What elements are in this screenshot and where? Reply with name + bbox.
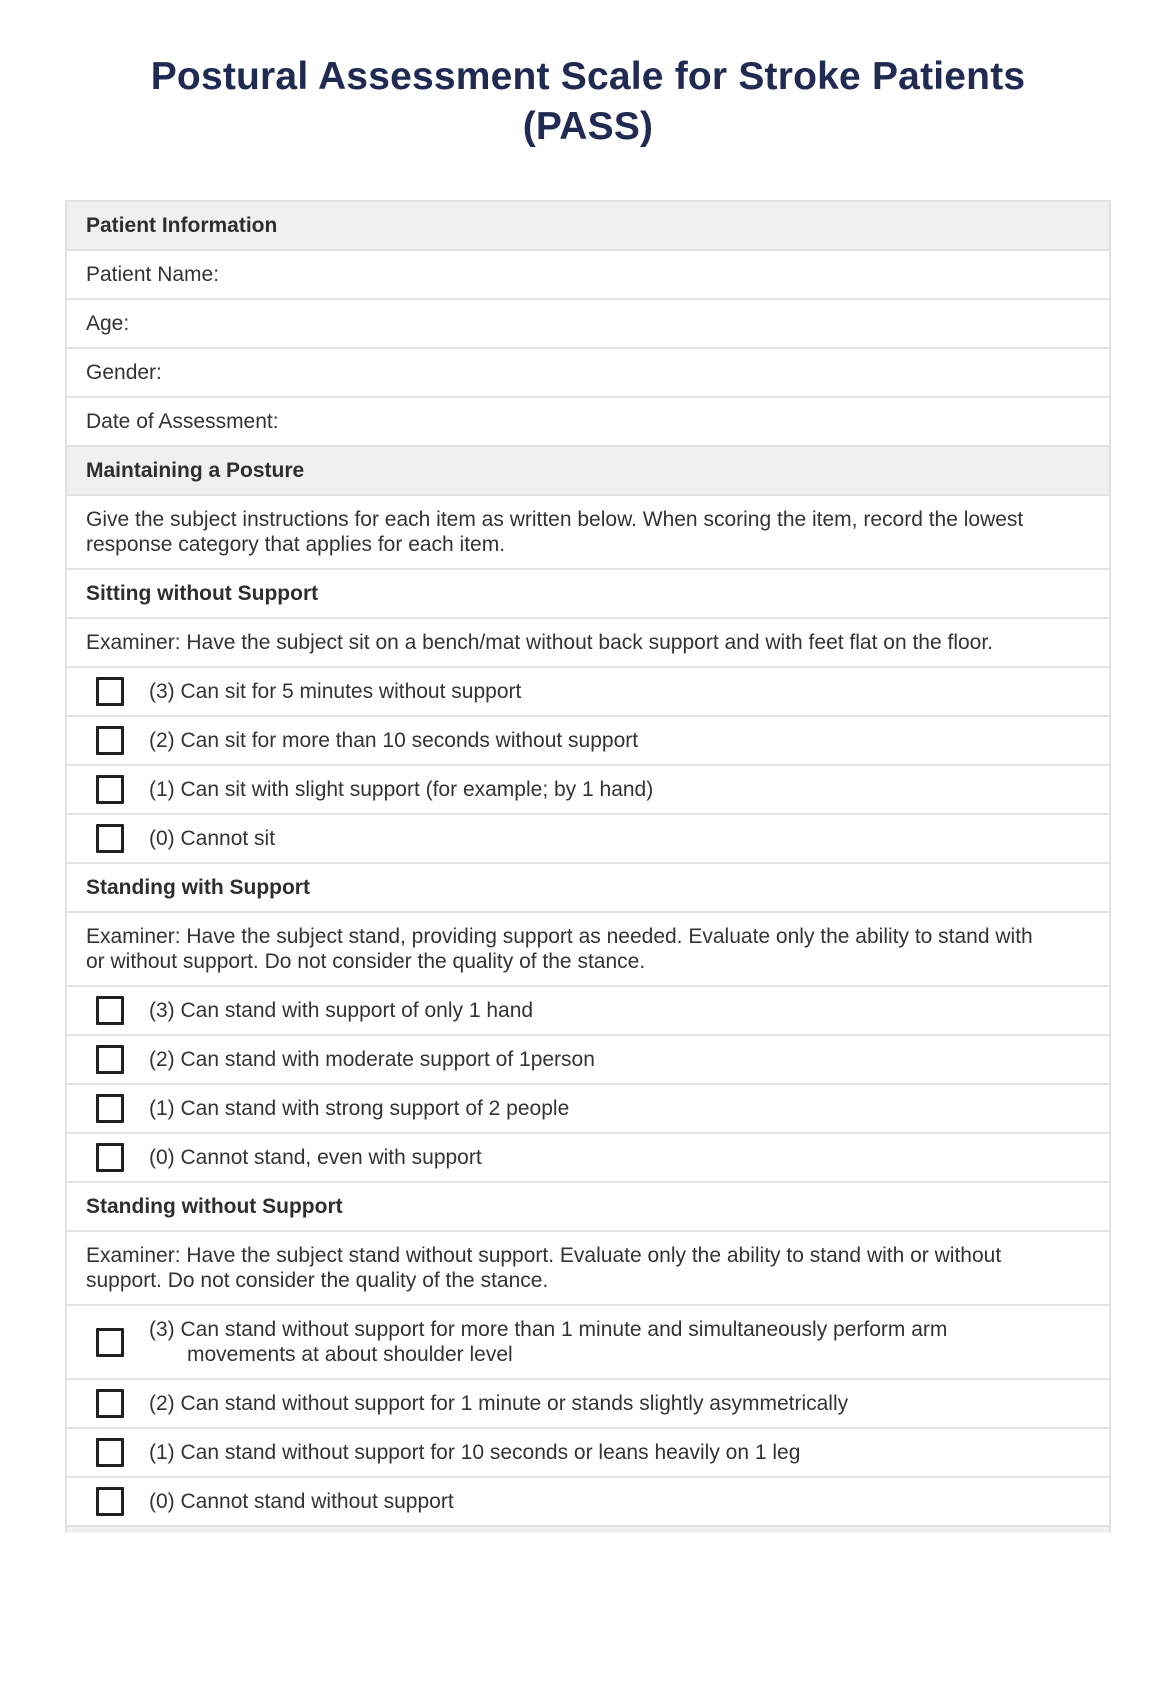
page-title <box>65 52 1111 152</box>
checkbox-standwithout-0[interactable] <box>96 1487 124 1516</box>
field-row-age <box>67 300 1109 349</box>
instruction-text: Examiner: Have the subject sit on a bench/mat without back support and with feet flat on the floor. <box>86 631 994 654</box>
checkbox-standwithout-3[interactable] <box>96 1328 124 1357</box>
page-title-line-2: (PASS) <box>522 105 654 148</box>
section-header-maintaining-a-posture <box>67 447 1109 496</box>
option-row-standwith-3 <box>67 987 1109 1036</box>
option-label: (1) Can stand without support for 10 seconds or leans heavily on 1 leg <box>149 1441 801 1464</box>
option-row-standwithout-3 <box>67 1306 1109 1380</box>
checkbox-sit-0[interactable] <box>96 824 124 853</box>
checkbox-sit-2[interactable] <box>96 726 124 755</box>
field-label: Age: <box>86 312 130 335</box>
option-row-standwithout-1 <box>67 1429 1109 1478</box>
option-row-sit-3 <box>67 668 1109 717</box>
instruction-text: Examiner: Have the subject stand without support. Evaluate only the ability to stand with or without support. Do not consider the quality of the stance. <box>86 1244 1002 1292</box>
instruction-row-standing-with-examiner <box>67 913 1109 987</box>
field-row-date-of-assessment <box>67 398 1109 447</box>
option-label: (2) Can stand without support for 1 minute or stands slightly asymmetrically <box>149 1392 849 1415</box>
option-row-standwith-1 <box>67 1085 1109 1134</box>
option-row-standwith-0 <box>67 1134 1109 1183</box>
option-label: (0) Cannot stand without support <box>149 1490 454 1513</box>
checkbox-standwithout-2[interactable] <box>96 1389 124 1418</box>
option-label: (3) Can stand without support for more than 1 minute and simultaneously perform arm movements at about shoulder level <box>149 1318 948 1366</box>
subheader-label: Standing with Support <box>86 876 310 899</box>
checkbox-sit-1[interactable] <box>96 775 124 804</box>
page-title-line-1: Postural Assessment Scale for Stroke Patients <box>150 55 1026 98</box>
subheader-label: Sitting without Support <box>86 582 319 605</box>
subheader-sitting-without-support <box>67 570 1109 619</box>
instruction-text: Give the subject instructions for each item as written below. When scoring the item, record the lowest response category that applies for each item. <box>86 508 1024 556</box>
checkbox-sit-3[interactable] <box>96 677 124 706</box>
field-label: Gender: <box>86 361 162 384</box>
option-row-standwithout-2 <box>67 1380 1109 1429</box>
option-label: (3) Can sit for 5 minutes without support <box>149 680 522 703</box>
option-row-standwithout-0 <box>67 1478 1109 1527</box>
checkbox-standwith-1[interactable] <box>96 1094 124 1123</box>
checkbox-standwith-0[interactable] <box>96 1143 124 1172</box>
option-label: (3) Can stand with support of only 1 hand <box>149 999 534 1022</box>
subheader-standing-without-support <box>67 1183 1109 1232</box>
option-label: (1) Can sit with slight support (for example; by 1 hand) <box>149 778 654 801</box>
next-section-header-partial <box>67 1527 1109 1533</box>
option-label: (2) Can sit for more than 10 seconds without support <box>149 729 639 752</box>
checkbox-standwithout-1[interactable] <box>96 1438 124 1467</box>
option-row-sit-1 <box>67 766 1109 815</box>
instruction-text: Examiner: Have the subject stand, providing support as needed. Evaluate only the ability to stand with or without support. Do not consider the quality of the stance. <box>86 925 1033 973</box>
instruction-row-sitting-examiner <box>67 619 1109 668</box>
field-row-gender <box>67 349 1109 398</box>
checkbox-standwith-2[interactable] <box>96 1045 124 1074</box>
option-label: (0) Cannot stand, even with support <box>149 1146 482 1169</box>
field-label: Patient Name: <box>86 263 220 286</box>
option-row-standwith-2 <box>67 1036 1109 1085</box>
option-label: (2) Can stand with moderate support of 1person <box>149 1048 595 1071</box>
instruction-row-standing-without-examiner <box>67 1232 1109 1306</box>
document-page <box>0 52 1176 1682</box>
option-row-sit-2 <box>67 717 1109 766</box>
field-label: Date of Assessment: <box>86 410 279 433</box>
subheader-standing-with-support <box>67 864 1109 913</box>
pass-form-table <box>65 200 1111 1533</box>
section-header-label: Maintaining a Posture <box>86 459 305 482</box>
section-header-label: Patient Information <box>86 214 278 237</box>
checkbox-standwith-3[interactable] <box>96 996 124 1025</box>
instruction-row-general <box>67 496 1109 570</box>
field-row-patient-name <box>67 251 1109 300</box>
option-row-sit-0 <box>67 815 1109 864</box>
option-label: (1) Can stand with strong support of 2 people <box>149 1097 570 1120</box>
subheader-label: Standing without Support <box>86 1195 343 1218</box>
section-header-patient-information <box>67 202 1109 251</box>
option-label: (0) Cannot sit <box>149 827 276 850</box>
